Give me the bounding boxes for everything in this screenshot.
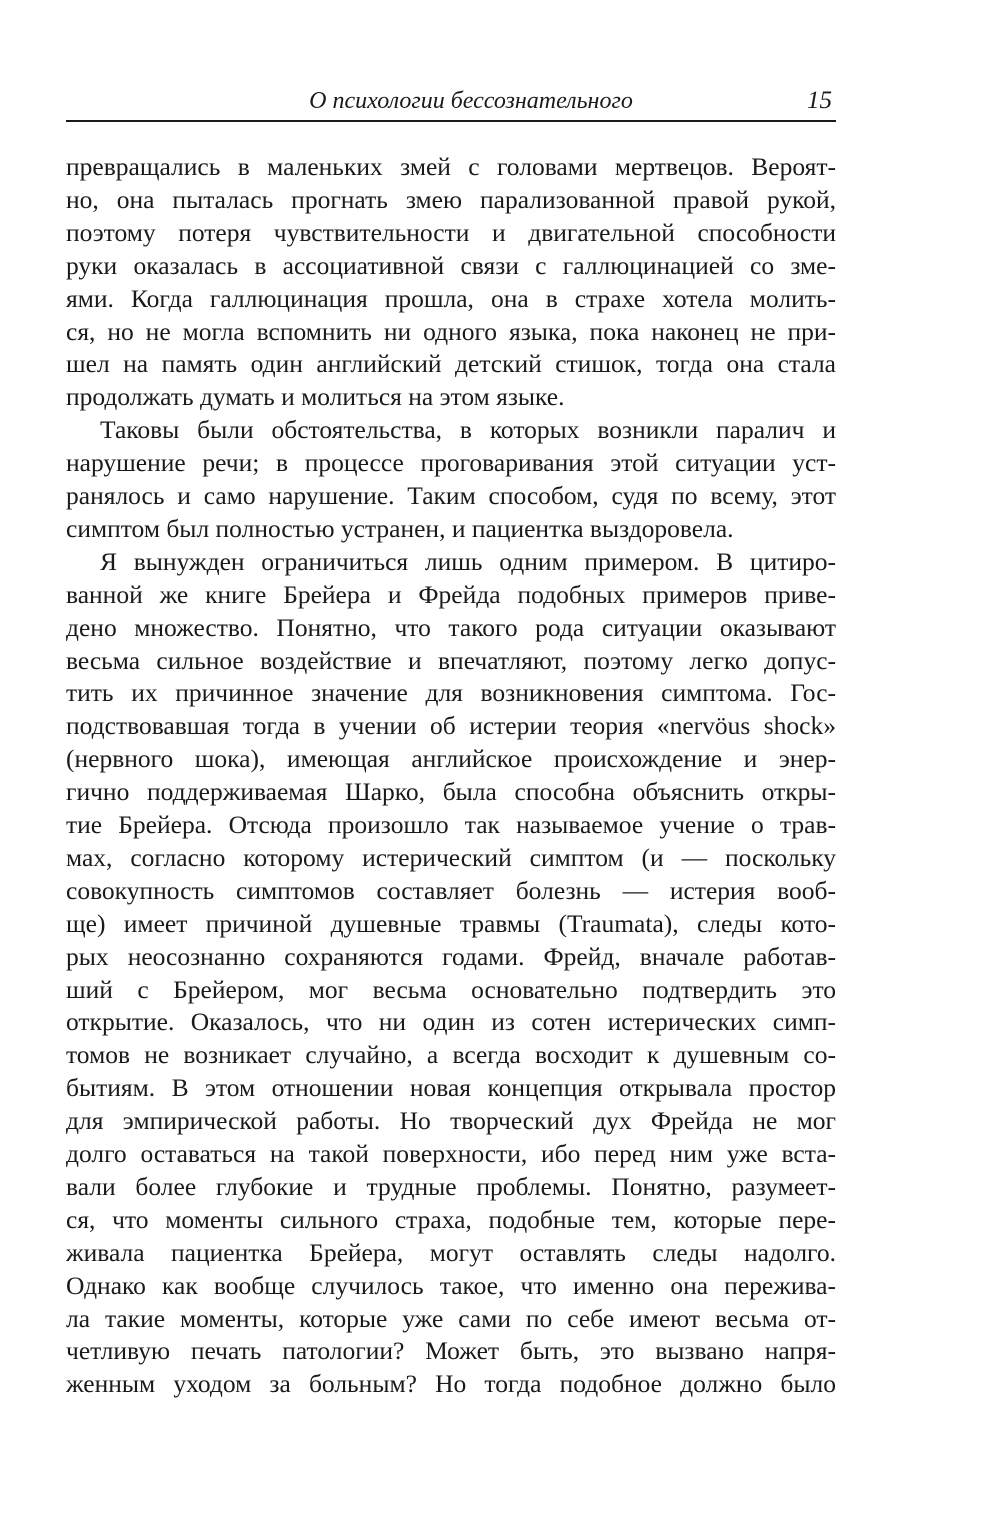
text-line: поэтому потеря чувствительности и двигательной способности — [66, 217, 836, 247]
text-line: ванной же книге Брейера и Фрейда подобных примеров приве- — [66, 579, 836, 609]
text-line: томов не возникает случайно, а всегда восходит к душевным со- — [66, 1040, 836, 1070]
text-line: женным уходом за больным? Но тогда подобное должно было — [66, 1369, 836, 1399]
text-line: весьма сильное воздействие и впечатляют, поэтому легко допус- — [66, 645, 836, 675]
text-line: ранялось и само нарушение. Таким способом, судя по всему, этот — [66, 481, 836, 510]
text-line: руки оказалась в ассоциативной связи с галлюцинацией со зме- — [66, 250, 836, 280]
text-line: мах, согласно которому истерический симптом (и — поскольку — [66, 842, 836, 872]
text-line: ями. Когда галлюцинация прошла, она в страхе хотела молить- — [66, 283, 836, 313]
running-title: О психологии бессознательного — [309, 88, 633, 114]
text-line: нарушение речи; в процессе проговаривания этой ситуации уст- — [66, 448, 836, 478]
text-line: тие Брейера. Отсюда произошло так называемое учение о трав- — [66, 810, 836, 839]
text-line: живала пациентка Брейера, могут оставлять следы надолго. — [66, 1237, 836, 1267]
text-line: совокупность симптомов составляет болезнь — истерия вооб- — [66, 875, 836, 905]
text-line: бытиям. В этом отношении новая концепция открывала простор — [66, 1073, 836, 1103]
text-line: открытие. Оказалось, что ни один из сотен истерических симп- — [66, 1007, 836, 1037]
text-line: ся, но не могла вспомнить ни одного языка, пока наконец не при- — [66, 316, 836, 346]
text-line: подствовавшая тогда в учении об истерии теория «nervöus shock» — [66, 711, 836, 741]
text-line: (нервного шока), имеющая английское происхождение и энер- — [66, 744, 836, 774]
text-line: гично поддерживаемая Шарко, была способна объяснить откры- — [66, 777, 836, 807]
text-line: дено множество. Понятно, что такого рода ситуации оказывают — [66, 612, 836, 642]
text-line: шел на память один английский детский стишок, тогда она стала — [66, 349, 836, 379]
text-line: симптом был полностью устранен, и пациентка выздоровела. — [66, 513, 734, 543]
text-line: Я вынужден ограничиться лишь одним примером. В цитиро- — [100, 546, 836, 576]
text-line: тить их причинное значение для возникновения симптома. Гос- — [66, 678, 836, 708]
page-number: 15 — [807, 87, 832, 114]
text-line: долго оставаться на такой поверхности, ибо перед ним уже вста- — [66, 1139, 836, 1168]
text-line: для эмпирической работы. Но творческий дух Фрейда не мог — [66, 1106, 836, 1136]
text-line: Однако как вообще случилось такое, что именно она пережива- — [66, 1270, 836, 1300]
text-line: Таковы были обстоятельства, в которых возникли паралич и — [100, 415, 836, 445]
text-line: ла такие моменты, которые уже сами по себе имеют весьма от- — [66, 1303, 836, 1333]
running-head — [66, 84, 836, 122]
text-line: рых неосознанно сохраняются годами. Фрейд, вначале работав- — [66, 941, 836, 971]
text-line: вали более глубокие и трудные проблемы. Понятно, разумеет- — [66, 1171, 836, 1201]
text-line: ще) имеет причиной душевные травмы (Traumata), следы кото- — [66, 908, 836, 938]
text-line: превращались в маленьких змей с головами мертвецов. Вероят- — [66, 152, 836, 181]
text-line: но, она пыталась прогнать змею парализованной правой рукой, — [66, 184, 836, 214]
text-line: продолжать думать и молиться на этом языке. — [66, 382, 565, 412]
text-line: ший с Брейером, мог весьма основательно подтвердить это — [66, 974, 836, 1004]
text-line: четливую печать патологии? Может быть, это вызвано напря- — [66, 1336, 836, 1366]
text-line: ся, что моменты сильного страха, подобные тем, которые пере- — [66, 1204, 836, 1234]
